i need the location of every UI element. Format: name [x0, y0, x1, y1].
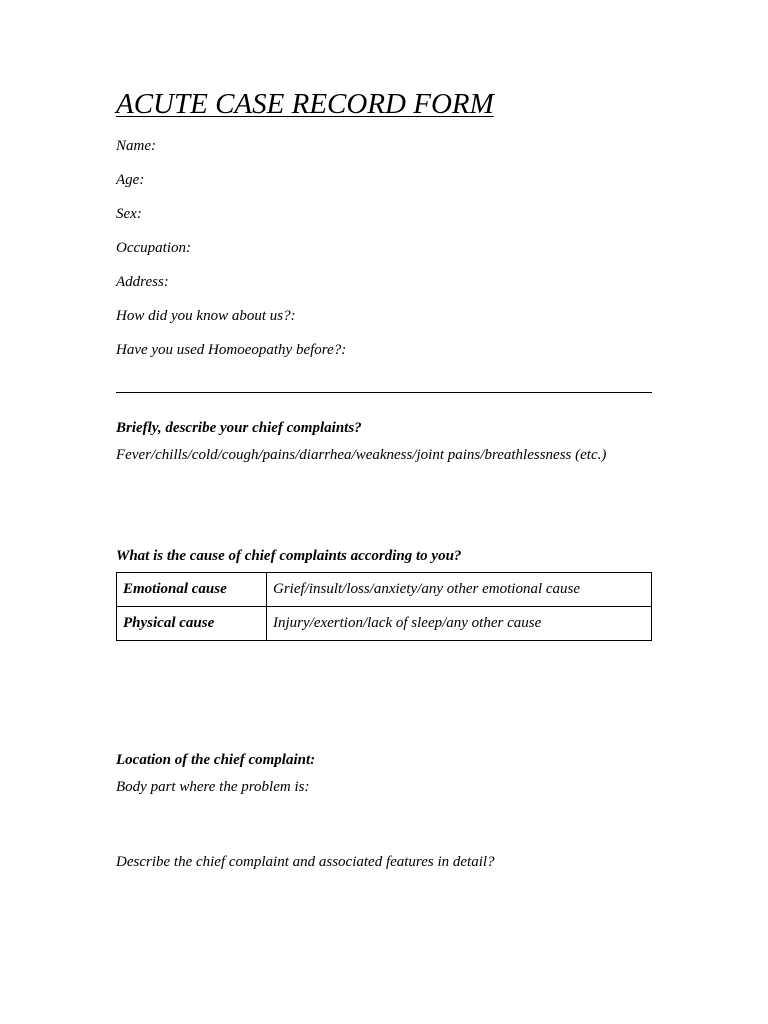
- address-label: Address:: [116, 274, 169, 290]
- section-divider: [116, 392, 652, 393]
- complaints-examples: Fever/chills/cold/cough/pains/diarrhea/weakness/joint pains/breathlessness (etc.): [116, 447, 607, 463]
- cause-table: [116, 572, 652, 641]
- occupation-label: Occupation:: [116, 240, 191, 256]
- location-heading: Location of the chief complaint:: [116, 752, 316, 768]
- physical-cause-value: Injury/exertion/lack of sleep/any other cause: [267, 607, 652, 641]
- complaints-heading: Briefly, describe your chief complaints?: [116, 420, 362, 436]
- emotional-cause-value: Grief/insult/loss/anxiety/any other emotional cause: [267, 573, 652, 607]
- form-title: ACUTE CASE RECORD FORM: [116, 88, 494, 120]
- how-know-label: How did you know about us?:: [116, 308, 296, 324]
- name-label: Name:: [116, 138, 156, 154]
- emotional-cause-label: Emotional cause: [117, 573, 267, 607]
- table-row: [117, 607, 652, 641]
- describe-prompt: Describe the chief complaint and associated features in detail?: [116, 854, 495, 870]
- table-row: [117, 573, 652, 607]
- used-homoeopathy-label: Have you used Homoeopathy before?:: [116, 342, 347, 358]
- age-label: Age:: [116, 172, 145, 188]
- cause-heading: What is the cause of chief complaints according to you?: [116, 548, 462, 564]
- sex-label: Sex:: [116, 206, 142, 222]
- physical-cause-label: Physical cause: [117, 607, 267, 641]
- body-part-label: Body part where the problem is:: [116, 779, 310, 795]
